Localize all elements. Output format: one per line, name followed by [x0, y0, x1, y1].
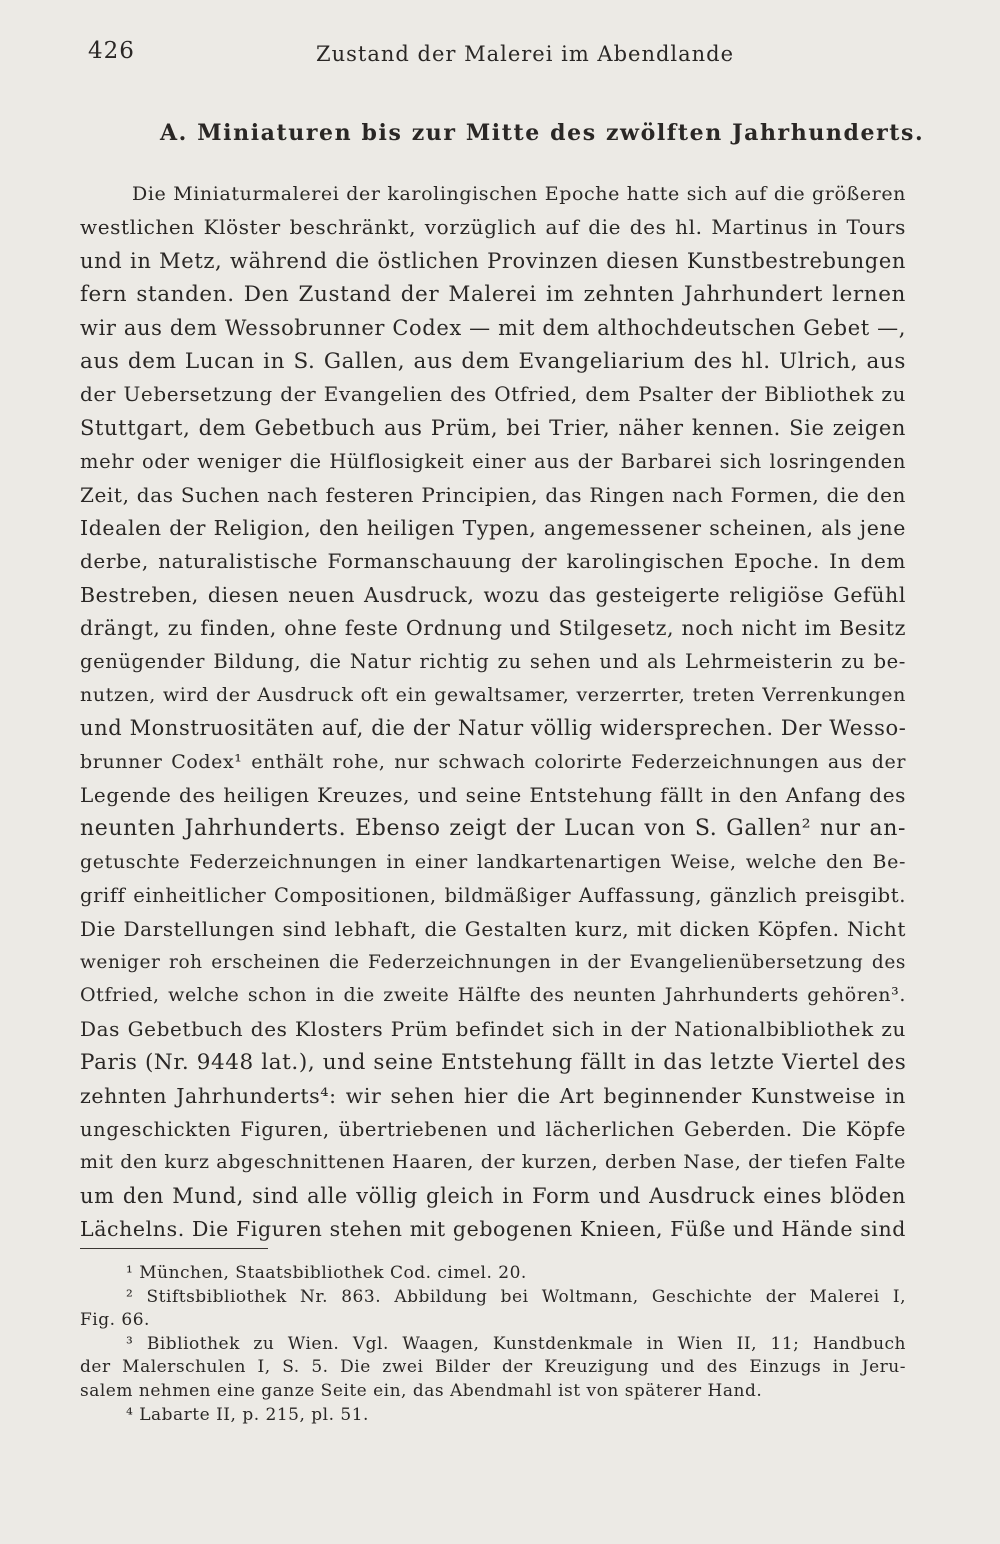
- body-line: derbe, naturalistische Formanschauung der karolingischen Epoche. In dem: [80, 549, 906, 574]
- body-text: [80, 178, 906, 1247]
- footnote-rule: [80, 1248, 268, 1249]
- body-line: der Uebersetzung der Evangelien des Otfried, dem Psalter der Bibliothek zu: [80, 382, 906, 407]
- footnote-line: ⁴ Labarte II, p. 215, pl. 51.: [126, 1404, 369, 1425]
- body-line: Legende des heiligen Kreuzes, und seine Entstehung fällt in den Anfang des: [80, 783, 906, 808]
- footnote-line: der Malerschulen I, S. 5. Die zwei Bilder der Kreuzigung und des Einzugs in Jeru-: [80, 1357, 906, 1378]
- body-line: Idealen der Religion, den heiligen Typen, angemessener scheinen, als jene: [80, 515, 906, 540]
- running-title: Zustand der Malerei im Abendlande: [316, 42, 735, 66]
- body-line: nutzen, wird der Ausdruck oft ein gewaltsamer, verzerrter, treten Verrenkungen: [80, 683, 906, 706]
- body-line: brunner Codex¹ enthält rohe, nur schwach colorirte Federzeichnungen aus der: [80, 750, 906, 773]
- body-line: neunten Jahrhunderts. Ebenso zeigt der Lucan von S. Gallen² nur an-: [80, 816, 906, 842]
- body-line: mit den kurz abgeschnittenen Haaren, der kurzen, derben Nase, der tiefen Falte: [80, 1151, 906, 1174]
- footnote-line: ³ Bibliothek zu Wien. Vgl. Waagen, Kunstdenkmale in Wien II, 11; Handbuch: [126, 1333, 906, 1354]
- body-line: um den Mund, sind alle völlig gleich in Form und Ausdruck eines blöden: [80, 1183, 906, 1208]
- body-line: getuschte Federzeichnungen in einer landkartenartigen Weise, welche den Be-: [80, 850, 906, 873]
- body-line: mehr oder weniger die Hülflosigkeit einer aus der Barbarei sich losringenden: [80, 450, 906, 474]
- body-line: und Monstruositäten auf, die der Natur völlig widersprechen. Der Wesso-: [80, 716, 907, 741]
- footnote-line: ² Stiftsbibliothek Nr. 863. Abbildung bei Woltmann, Geschichte der Malerei I,: [126, 1286, 906, 1307]
- body-line: Stuttgart, dem Gebetbuch aus Prüm, bei Trier, näher kennen. Sie zeigen: [80, 415, 906, 440]
- body-line: griff einheitlicher Compositionen, bildmäßiger Auffassung, gänzlich preisgibt.: [80, 884, 906, 908]
- body-line: weniger roh erscheinen die Federzeichnungen in der Evangelienübersetzung des: [80, 951, 906, 973]
- body-line: drängt, zu finden, ohne feste Ordnung und Stilgesetz, noch nicht im Besitz: [80, 616, 906, 641]
- body-line: wir aus dem Wessobrunner Codex — mit dem althochdeutschen Gebet —,: [80, 315, 906, 340]
- body-line: fern standen. Den Zustand der Malerei im zehnten Jahrhundert lernen: [80, 282, 906, 308]
- body-line: Die Darstellungen sind lebhaft, die Gestalten kurz, mit dicken Köpfen. Nicht: [80, 916, 906, 941]
- footnote-line: salem nehmen eine ganze Seite ein, das Abendmahl ist von späterer Hand.: [80, 1380, 763, 1401]
- body-line: aus dem Lucan in S. Gallen, aus dem Evangeliarium des hl. Ulrich, aus: [80, 348, 906, 374]
- footnotes: [80, 1262, 906, 1427]
- page-header: [88, 38, 908, 78]
- footnote-line: ¹ München, Staatsbibliothek Cod. cimel. 20.: [126, 1263, 527, 1283]
- page-number: 426: [88, 38, 135, 64]
- body-line: und in Metz, während die östlichen Provinzen diesen Kunstbestrebungen: [80, 248, 906, 273]
- body-line: genügender Bildung, die Natur richtig zu sehen und als Lehrmeisterin zu be-: [80, 650, 906, 674]
- body-line: Zeit, das Suchen nach festeren Principien, das Ringen nach Formen, die den: [80, 482, 906, 507]
- body-line: Otfried, welche schon in die zweite Hälfte des neunten Jahrhunderts gehören³.: [80, 984, 906, 1007]
- body-line: ungeschickten Figuren, übertriebenen und lächerlichen Geberden. Die Köpfe: [80, 1117, 906, 1141]
- body-line: westlichen Klöster beschränkt, vorzüglich auf die des hl. Martinus in Tours: [80, 215, 906, 240]
- body-line: Bestreben, diesen neuen Ausdruck, wozu das gesteigerte religiöse Gefühl: [80, 582, 906, 607]
- section-heading: A. Miniaturen bis zur Mitte des zwölften Jahrhunderts.: [160, 120, 925, 146]
- body-line: zehnten Jahrhunderts⁴: wir sehen hier die Art beginnender Kunstweise in: [80, 1083, 906, 1108]
- footnote-line: Fig. 66.: [80, 1310, 150, 1331]
- body-line: Das Gebetbuch des Klosters Prüm befindet sich in der Nationalbibliothek zu: [80, 1016, 906, 1041]
- body-line: Lächelns. Die Figuren stehen mit gebogenen Knieen, Füße und Hände sind: [80, 1217, 906, 1242]
- body-line: Die Miniaturmalerei der karolingischen Epoche hatte sich auf die größeren: [132, 183, 906, 205]
- body-line: Paris (Nr. 9448 lat.), und seine Entstehung fällt in das letzte Viertel des: [80, 1050, 907, 1076]
